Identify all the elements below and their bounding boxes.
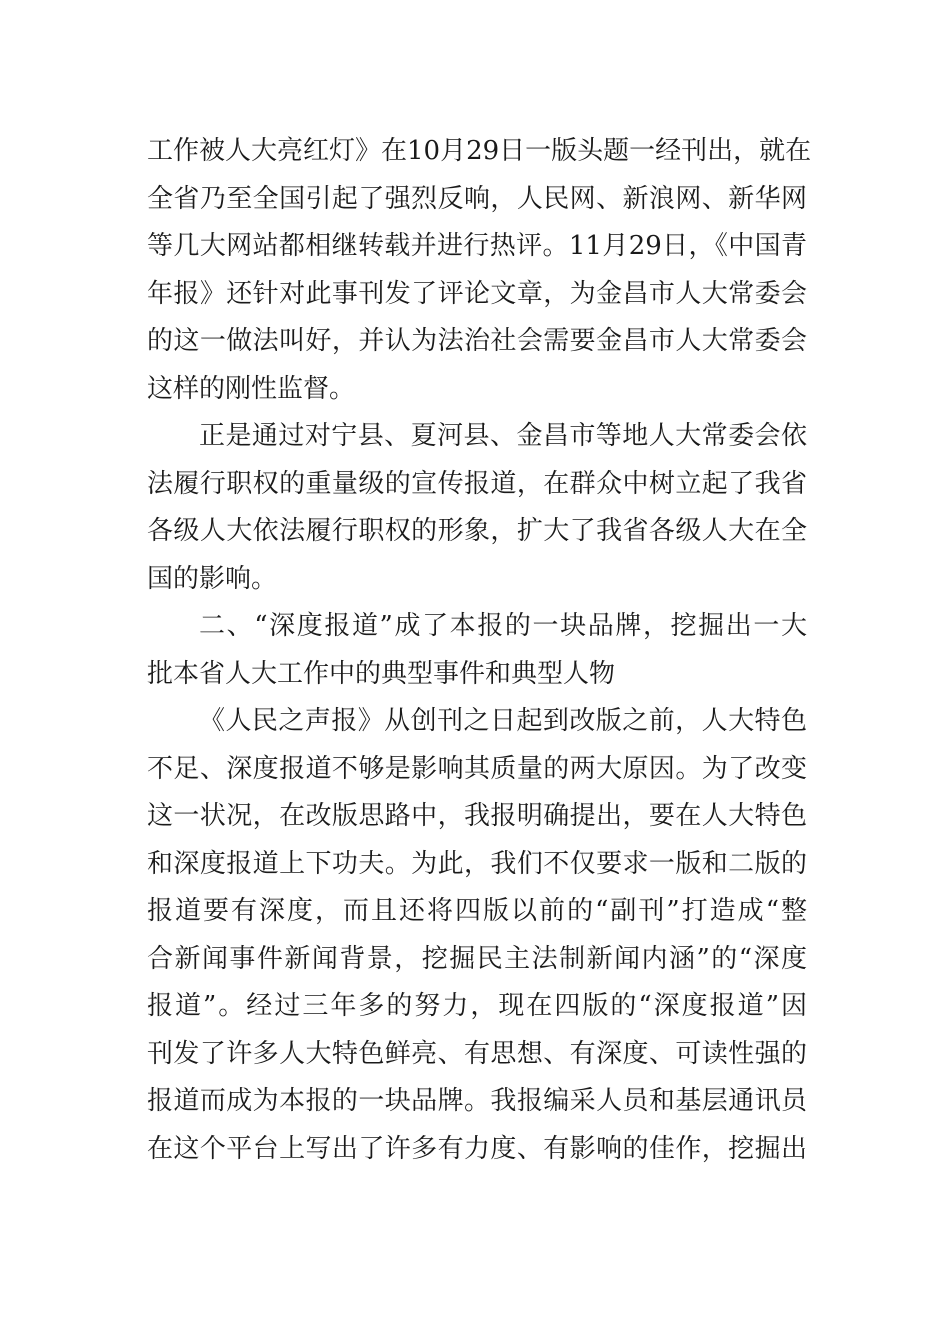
text-line: 报道而成为本报的一块品牌。我报编采人员和基层通讯员 [147,1086,807,1116]
text-line: 报道”。经过三年多的努力，现在四版的“深度报道”因 [147,991,807,1021]
text-line: 《人民之声报》从创刊之日起到改版之前，人大特色 [199,706,807,736]
text-line: 不足、深度报道不够是影响其质量的两大原因。为了改变 [147,753,807,784]
paragraph-3 [147,698,807,1173]
section-heading [147,603,807,698]
text-line: 的这一做法叫好，并认为法治社会需要金昌市人大常委会 [147,326,807,356]
text-line: 全省乃至全国引起了强烈反响，人民网、新浪网、新华网 [147,183,807,214]
text-line: 这样的刚性监督。 [147,373,356,404]
text-line: 年报》还针对此事刊发了评论文章，为金昌市人大常委会 [147,278,807,309]
text-line: 在这个平台上写出了许多有力度、有影响的佳作，挖掘出 [147,1133,807,1164]
paragraph-1 [147,128,812,413]
text-line: 正是通过对宁县、夏河县、金昌市等地人大常委会依 [199,421,807,451]
text-line: 报道要有深度，而且还将四版以前的“副刊”打造成“整 [147,896,807,926]
text-line: 各级人大依法履行职权的形象，扩大了我省各级人大在全 [147,516,807,546]
text-line: 这一状况，在改版思路中，我报明确提出，要在人大特色 [147,801,807,831]
text-line: 国的影响。 [147,563,278,594]
document-body [147,128,812,1173]
text-line: 刊发了许多人大特色鲜亮、有思想、有深度、可读性强的 [147,1038,807,1069]
text-line: 和深度报道上下功夫。为此，我们不仅要求一版和二版的 [147,848,807,879]
heading-line: 二、“深度报道”成了本报的一块品牌，挖掘出一大 [199,611,807,641]
text-line: 法履行职权的重量级的宣传报道，在群众中树立起了我省 [147,468,807,499]
text-line: 工作被人大亮红灯》在10月29日一版头题一经刊出，就在 [147,136,812,166]
paragraph-2 [147,413,807,603]
text-line: 合新闻事件新闻背景，挖掘民主法制新闻内涵”的“深度 [147,943,807,974]
text-line: 等几大网站都相继转载并进行热评。11月29日，《中国青 [147,231,807,261]
heading-line: 批本省人大工作中的典型事件和典型人物 [147,658,616,689]
